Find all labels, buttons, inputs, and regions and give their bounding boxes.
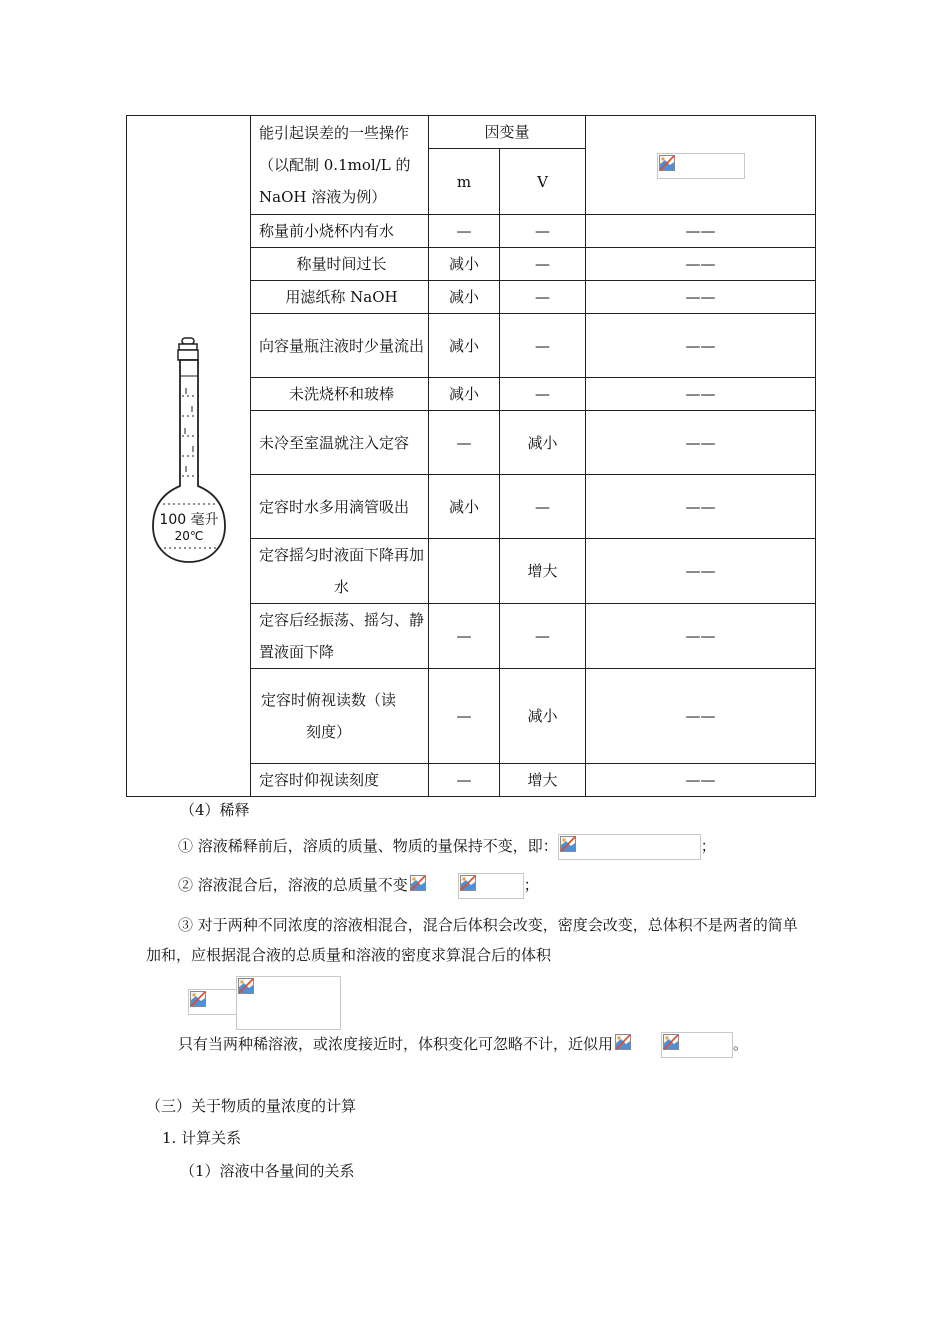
- row-m: —: [429, 669, 500, 764]
- row-v: —: [500, 378, 586, 411]
- dilution-rule-1-text: ① 溶液稀释前后，溶质的质量、物质的量保持不变，即：: [178, 837, 558, 855]
- formula-image-placeholder: [657, 153, 745, 179]
- row-operation: 向容量瓶注液时少量流出: [251, 314, 429, 378]
- dilution-rule-4: [178, 1032, 748, 1058]
- row-c: ——: [586, 215, 816, 248]
- dilution-rule-2: [178, 873, 539, 899]
- row-c: ——: [586, 604, 816, 669]
- row-c: ——: [586, 669, 816, 764]
- formula-image-placeholder: [613, 1032, 661, 1058]
- row-c: ——: [586, 764, 816, 797]
- row-m: 减小: [429, 378, 500, 411]
- row-operation: 未冷至室温就注入定容: [251, 411, 429, 475]
- row-operation: 用滤纸称 NaOH: [251, 281, 429, 314]
- broken-image-icon: [410, 875, 426, 891]
- row-m: 减小: [429, 248, 500, 281]
- flask-temperature-label: 20℃: [174, 528, 203, 543]
- row-m: —: [429, 604, 500, 669]
- flask-cell: [127, 116, 251, 797]
- dilution-rule-2-end: ；: [523, 876, 539, 894]
- row-c: ——: [586, 539, 816, 604]
- header-v: V: [500, 149, 586, 215]
- row-m: —: [429, 764, 500, 797]
- formula-image-placeholder: [408, 873, 458, 899]
- row-v: —: [500, 281, 586, 314]
- row-v: —: [500, 215, 586, 248]
- broken-image-icon: [663, 1034, 679, 1050]
- row-m: —: [429, 411, 500, 475]
- row-m: [429, 539, 500, 604]
- header-dependent-variable: 因变量: [429, 116, 586, 149]
- dilution-rule-2-text: ② 溶液混合后，溶液的总质量不变: [178, 876, 408, 894]
- formula-image-placeholder: [661, 1032, 733, 1058]
- row-m: —: [429, 215, 500, 248]
- row-c: ——: [586, 411, 816, 475]
- broken-image-icon: [190, 991, 206, 1007]
- row-operation: 定容后经振荡、摇匀、静置液面下降: [251, 604, 429, 669]
- dilution-rule-1: [178, 834, 716, 860]
- row-v: —: [500, 475, 586, 539]
- header-m: m: [429, 149, 500, 215]
- dilution-heading: （4）稀释: [180, 801, 250, 819]
- row-m: 减小: [429, 475, 500, 539]
- error-analysis-table: [126, 115, 816, 797]
- header-formula-cell: [586, 116, 816, 215]
- row-c: ——: [586, 248, 816, 281]
- row-c: ——: [586, 281, 816, 314]
- dilution-rule-4-end: 。: [733, 1035, 749, 1053]
- volumetric-flask-icon: [149, 336, 229, 566]
- section-three-heading: （三）关于物质的量浓度的计算: [146, 1097, 357, 1115]
- dilution-rule-3: ③ 对于两种不同浓度的溶液相混合，混合后体积会改变，密度会改变，总体积不是两者的简单加和，应根据混合液的总质量和溶液的密度求算混合后的体积: [146, 916, 798, 964]
- broken-image-icon: [460, 875, 476, 891]
- row-c: ——: [586, 314, 816, 378]
- row-v: 增大: [500, 764, 586, 797]
- broken-image-icon: [615, 1034, 631, 1050]
- row-operation: 定容摇匀时液面下降再加水: [251, 539, 429, 604]
- row-m: 减小: [429, 314, 500, 378]
- row-v: —: [500, 604, 586, 669]
- row-v: —: [500, 314, 586, 378]
- broken-image-icon: [560, 836, 576, 852]
- row-v: —: [500, 248, 586, 281]
- row-m: 减小: [429, 281, 500, 314]
- calculation-relation-heading: 1. 计算关系: [162, 1129, 242, 1147]
- broken-image-icon: [238, 978, 254, 994]
- formula-image-placeholder: [458, 873, 524, 899]
- row-operation: 定容时俯视读数（读刻度）: [251, 669, 429, 764]
- row-operation: 定容时水多用滴管吸出: [251, 475, 429, 539]
- row-c: ——: [586, 475, 816, 539]
- formula-image-placeholder: [558, 834, 701, 860]
- dilution-rule-4-text: 只有当两种稀溶液，或浓度接近时，体积变化可忽略不计，近似用: [178, 1035, 614, 1053]
- row-c: ——: [586, 378, 816, 411]
- row-v: 减小: [500, 411, 586, 475]
- formula-image-placeholder: [236, 976, 341, 1030]
- row-operation: 称量前小烧杯内有水: [251, 215, 429, 248]
- solution-quantities-heading: （1）溶液中各量间的关系: [180, 1162, 355, 1180]
- row-operation: 定容时仰视读刻度: [251, 764, 429, 797]
- dilution-rule-1-end: ；: [700, 837, 716, 855]
- broken-image-icon: [659, 155, 675, 171]
- row-v: 增大: [500, 539, 586, 604]
- formula-image-placeholder: [188, 989, 238, 1015]
- row-v: 减小: [500, 669, 586, 764]
- flask-volume-label: 100 毫升: [158, 511, 219, 528]
- header-operation: 能引起误差的一些操作（以配制 0.1mol/L 的 NaOH 溶液为例）: [251, 116, 429, 215]
- row-operation: 称量时间过长: [251, 248, 429, 281]
- row-operation: 未洗烧杯和玻棒: [251, 378, 429, 411]
